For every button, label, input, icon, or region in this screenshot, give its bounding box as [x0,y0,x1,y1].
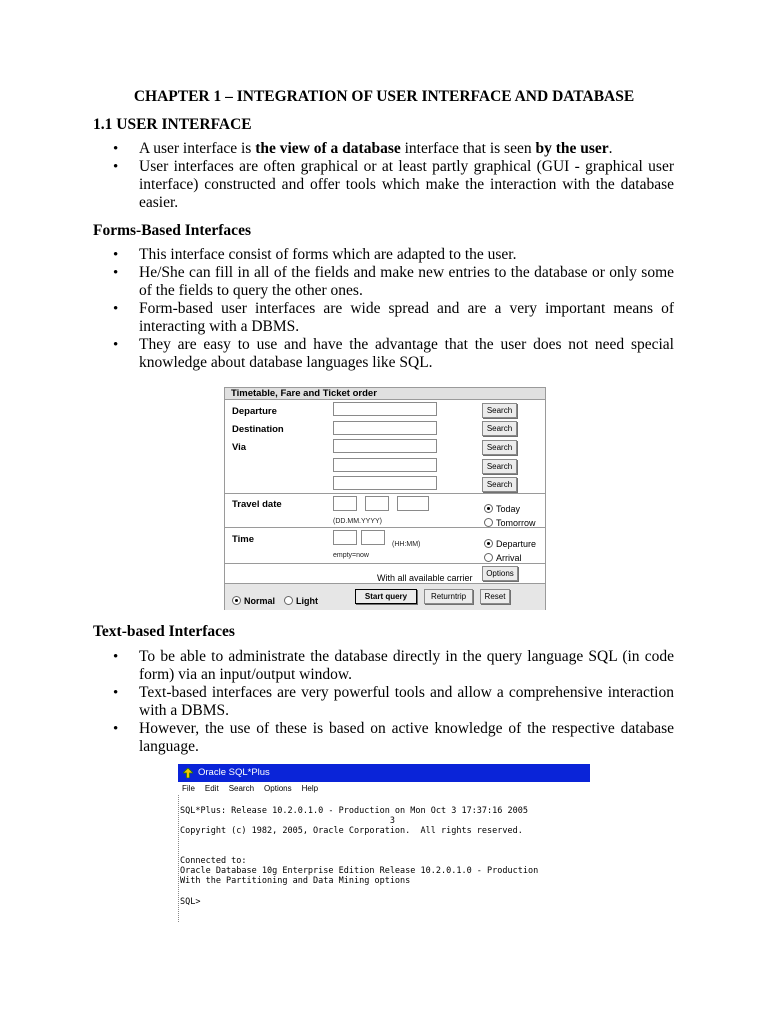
search-button[interactable]: Search [482,459,517,474]
sql-prompt[interactable]: SQL> [180,897,201,907]
menu-file[interactable]: File [182,784,195,793]
list-item: • To be able to administrate the database directly in the query language SQL (in code form) via an input/output window. [110,648,674,684]
menu-search[interactable]: Search [228,784,255,793]
radio-selected-icon [232,596,241,605]
section-heading-forms: Forms-Based Interfaces [93,222,251,239]
form-title: Timetable, Fare and Ticket order [225,388,545,400]
arrival-radio[interactable]: Arrival [484,549,522,567]
list-item: • He/She can fill in all of the fields and make new entries to the database or only some of the fields to query the other ones. [110,264,674,300]
via-input-2[interactable] [333,458,437,472]
console-line: With the Partitioning and Data Mining options [180,876,411,886]
list-item: • However, the use of these is based on active knowledge of the respective database language. [110,720,674,756]
list-item: • Text-based interfaces are very powerful tools and allow a comprehensive interaction with a DBMS. [110,684,674,720]
section-heading-user-interface: 1.1 USER INTERFACE [93,116,252,133]
hour-input[interactable] [333,530,357,545]
separator [225,493,545,494]
carrier-text: With all available carrier [377,573,473,583]
timetable-form-figure [224,387,546,610]
separator [225,527,545,528]
separator [225,563,545,564]
oracle-app-icon [183,768,193,778]
time-format-hint: (HH:MM) [392,541,421,548]
list-item: • They are easy to use and have the advantage that the user does not need special knowledge about database languages like SQL. [110,336,674,372]
day-input[interactable] [333,496,357,511]
radio-icon [484,553,493,562]
time-empty-hint: empty=now [333,552,369,559]
radio-selected-icon [484,539,493,548]
returntrip-button[interactable]: Returntrip [424,589,473,604]
start-query-button[interactable]: Start query [355,589,417,604]
year-input[interactable] [397,496,429,511]
list-item: • User interfaces are often graphical or at least partly graphical (GUI - graphical user interface) constructed and offer tools which make the interaction with the database easier. [110,158,674,212]
user-interface-bullets [110,140,674,212]
via-label: Via [232,442,247,453]
departure-input[interactable] [333,402,437,416]
forms-bullets [110,246,674,372]
search-button[interactable]: Search [482,421,517,436]
console-line: Copyright (c) 1982, 2005, Oracle Corporation. All rights reserved. [180,826,523,836]
text-based-bullets [110,648,674,756]
radio-icon [484,518,493,527]
form-footer-bar [225,583,545,610]
console-line: Connected to: [180,856,247,866]
chapter-title: CHAPTER 1 – INTEGRATION OF USER INTERFACE AND DATABASE [133,88,635,105]
section-heading-text-based: Text-based Interfaces [93,623,235,640]
destination-input[interactable] [333,421,437,435]
minute-input[interactable] [361,530,385,545]
console-line: 3 [180,816,395,826]
light-radio[interactable]: Light [284,592,318,610]
radio-selected-icon [484,504,493,513]
radio-icon [284,596,293,605]
console-line: Oracle Database 10g Enterprise Edition Release 10.2.0.1.0 - Production [180,866,539,876]
menu-bar [178,783,590,795]
list-item: • Form-based user interfaces are wide spread and are a very important means of interacting with a DBMS. [110,300,674,336]
travel-date-label: Travel date [232,499,282,510]
reset-button[interactable]: Reset [480,589,510,604]
menu-help[interactable]: Help [301,784,319,793]
search-button[interactable]: Search [482,403,517,418]
sqlplus-window-figure [178,764,590,922]
list-item: • A user interface is the view of a database interface that is seen by the user. [110,140,674,158]
options-button[interactable]: Options [482,566,518,581]
search-button[interactable]: Search [482,477,517,492]
search-button[interactable]: Search [482,440,517,455]
normal-radio[interactable]: Normal [232,592,275,610]
menu-options[interactable]: Options [264,784,292,793]
departure-label: Departure [232,406,277,417]
destination-label: Destination [232,424,284,435]
window-edge [178,795,179,922]
tomorrow-radio[interactable]: Tomorrow [484,514,536,532]
menu-edit[interactable]: Edit [204,784,219,793]
console-line: SQL*Plus: Release 10.2.0.1.0 - Production on Mon Oct 3 17:37:16 2005 [180,806,528,816]
via-input-3[interactable] [333,476,437,490]
window-title: Oracle SQL*Plus [198,767,270,778]
via-input-1[interactable] [333,439,437,453]
sqlplus-title-bar [178,764,590,782]
departure-radio[interactable]: Departure [484,535,536,553]
month-input[interactable] [365,496,389,511]
today-radio[interactable]: Today [484,500,520,518]
date-format-hint: (DD.MM.YYYY) [333,518,382,525]
list-item: • This interface consist of forms which are adapted to the user. [110,246,674,264]
time-label: Time [232,534,255,545]
